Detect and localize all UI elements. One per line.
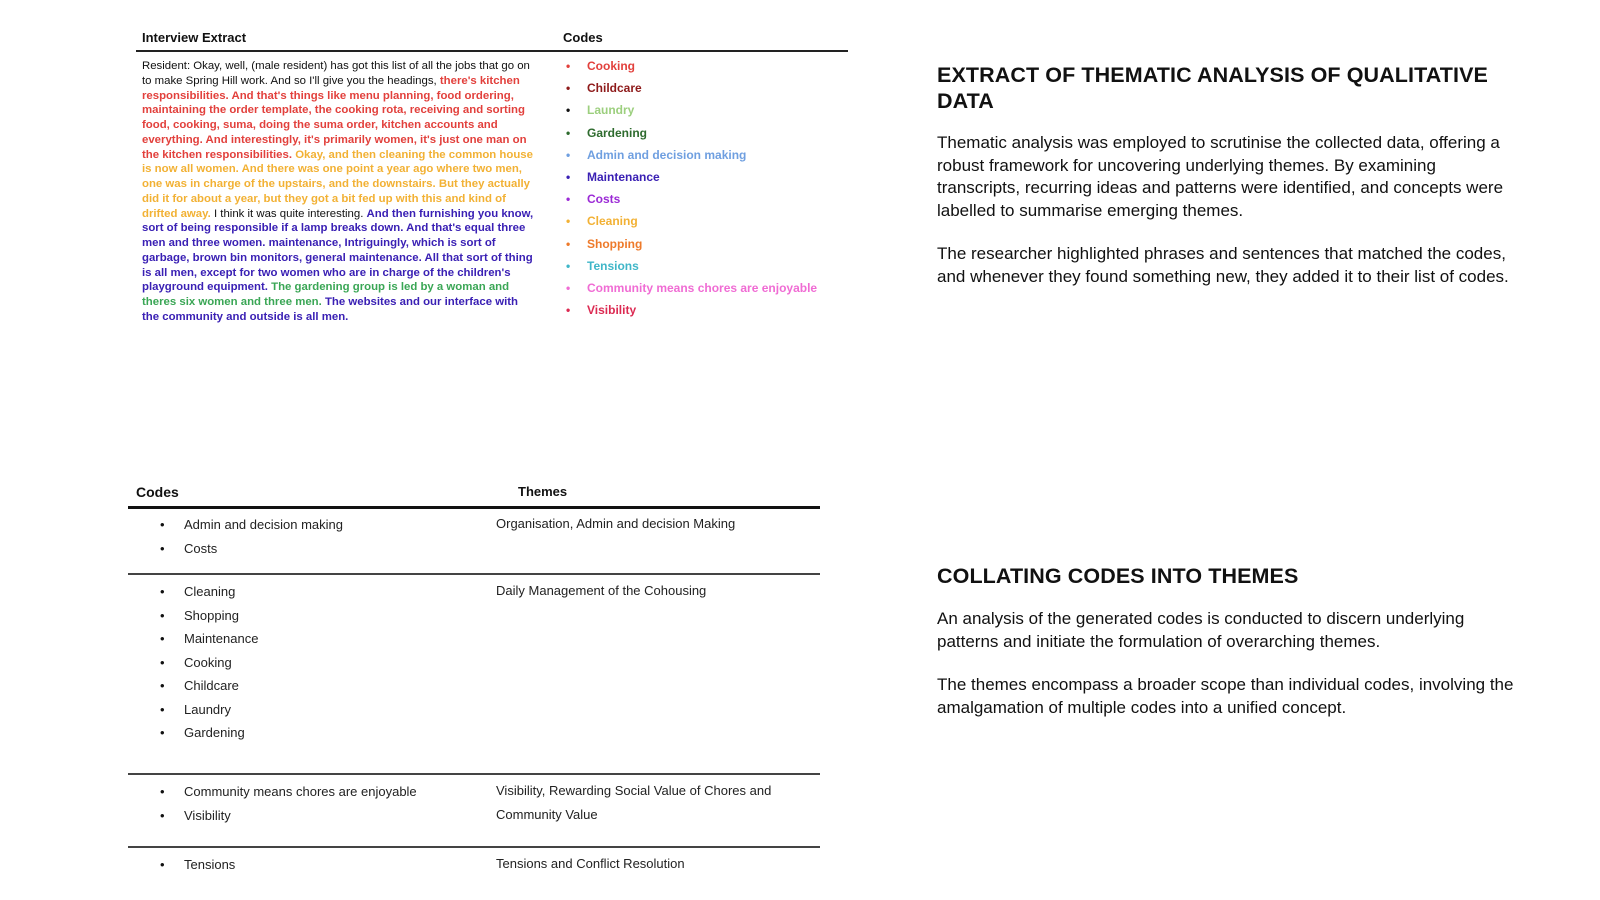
- extract-segment: The gardening group is led by a woman and theres six women and three men.: [142, 281, 510, 308]
- codes-themes-table: [128, 476, 820, 888]
- row-code-item: • Shopping: [160, 607, 258, 631]
- section-paragraph: The themes encompass a broader scope than individual codes, involving the amalgamation of multiple codes into a unified concept.: [937, 675, 1514, 717]
- code-label: Tensions: [587, 258, 639, 273]
- row-code-item: • Cooking: [160, 654, 258, 678]
- header-codes: Codes: [563, 30, 603, 45]
- code-item: [563, 59, 817, 81]
- section-title-thematic-analysis: EXTRACT OF THEMATIC ANALYSIS OF QUALITATIVE DATA: [937, 63, 1488, 113]
- row-code-item: • Cleaning: [160, 583, 258, 607]
- bullet-icon: •: [566, 59, 571, 73]
- header-codes-bottom: Codes: [136, 484, 179, 500]
- code-item: [563, 214, 817, 236]
- row-codes-list: [160, 856, 235, 880]
- extract-segment: And then furnishing you know, sort of being responsible if a lamp breaks down. And that's equal three men and three women. maintenance, Intriguingly, which is sort of garbage, brown bin monitors, general maintenance. All that sort of thing is all men, except for two women who are in charge of the children's playground equipment.: [142, 207, 534, 294]
- bullet-icon: •: [566, 169, 571, 184]
- code-label: Costs: [587, 192, 621, 207]
- bullet-icon: •: [566, 125, 571, 140]
- row-code-item: • Tensions: [160, 856, 235, 880]
- row-code-item: • Visibility: [160, 807, 417, 831]
- row-code-item: • Community means chores are enjoyable: [160, 783, 417, 807]
- bullet-icon: •: [566, 214, 571, 229]
- header-interview-extract: Interview Extract: [142, 30, 247, 45]
- code-item: [563, 103, 817, 125]
- row-theme: Organisation, Admin and decision Making: [496, 516, 736, 531]
- code-item: [563, 281, 817, 303]
- bullet-icon: •: [566, 258, 571, 273]
- code-item: [563, 81, 817, 103]
- extract-segment: The websites and our interface with the community and outside is all men.: [142, 296, 518, 323]
- code-label: Shopping: [587, 236, 643, 251]
- code-item: [563, 192, 817, 214]
- row-code-item: • Laundry: [160, 701, 258, 725]
- section-paragraph: Thematic analysis was employed to scrutinise the collected data, offering a robust framework for uncovering underlying themes. By examining transcripts, recurring ideas and patterns were identified, and concepts were labelled to summarise emerging themes.: [937, 133, 1504, 220]
- bullet-icon: •: [566, 236, 571, 251]
- bullet-icon: •: [566, 192, 571, 207]
- row-codes-list: [160, 583, 258, 748]
- code-item: [563, 259, 817, 281]
- code-label: Cooking: [587, 59, 635, 73]
- interview-extract-text: [142, 59, 534, 325]
- section-title-collating-codes: COLLATING CODES INTO THEMES: [937, 564, 1299, 588]
- section-collating-codes: [937, 563, 1517, 719]
- row-theme: Visibility, Rewarding Social Value of Chores and Community Value: [496, 783, 772, 822]
- row-code-item: • Childcare: [160, 677, 258, 701]
- header-themes: Themes: [518, 484, 568, 499]
- row-codes-list: [160, 516, 343, 563]
- bullet-icon: •: [566, 103, 571, 118]
- bullet-icon: •: [566, 81, 571, 96]
- section-paragraph: The researcher highlighted phrases and sentences that matched the codes, and whenever they found something new, they added it to their list of codes.: [937, 244, 1509, 286]
- code-item: [563, 170, 817, 192]
- codes-list: [563, 59, 817, 325]
- code-label: Laundry: [587, 103, 635, 118]
- code-item: [563, 303, 817, 325]
- section-paragraph: An analysis of the generated codes is conducted to discern underlying patterns and initiate the formulation of overarching themes.: [937, 609, 1465, 651]
- row-code-item: • Costs: [160, 540, 343, 564]
- interview-extract-table: [136, 28, 848, 323]
- extract-segment: there's kitchen responsibilities. And that's things like menu planning, food ordering, maintaining the order template, the cooking rota, receiving and sorting food, cooking, suma, doing the suma order, kitchen accounts and everything. And interestingly, it's primarily women, it's just one man on the kitchen responsibilities.: [142, 74, 527, 161]
- bullet-icon: •: [566, 303, 571, 318]
- code-label: Admin and decision making: [587, 147, 747, 162]
- code-theme-row: [128, 848, 820, 888]
- code-label: Maintenance: [587, 169, 660, 184]
- code-theme-groups: [128, 509, 820, 888]
- extract-segment: I think it was quite interesting.: [213, 207, 367, 220]
- code-item: [563, 126, 817, 148]
- extract-segment: Okay, and then cleaning the common house is now all women. And there was one point a year ago where two men, one was in charge of the upstairs, and the downstairs. But they actually did it for about a year, but they got a bit fed up with this and kind of drifted away.: [142, 148, 533, 220]
- code-item: [563, 148, 817, 170]
- row-theme: Tensions and Conflict Resolution: [496, 856, 685, 871]
- row-code-item: • Admin and decision making: [160, 516, 343, 540]
- code-theme-row: [128, 775, 820, 848]
- code-theme-row: [128, 575, 820, 775]
- bullet-icon: •: [566, 147, 571, 162]
- code-label: Childcare: [587, 81, 642, 96]
- row-theme: Daily Management of the Cohousing: [496, 583, 707, 598]
- code-label: Community means chores are enjoyable: [587, 280, 818, 295]
- bullet-icon: •: [566, 280, 571, 295]
- code-item: [563, 237, 817, 259]
- code-label: Gardening: [587, 125, 648, 140]
- row-code-item: • Gardening: [160, 724, 258, 748]
- code-label: Visibility: [587, 303, 637, 318]
- section-thematic-analysis: [937, 62, 1517, 288]
- extract-segment: Resident: Okay, well, (male resident) has got this list of all the jobs that go on to make Spring Hill work. And so I'll give you the headings,: [142, 60, 530, 87]
- codes-themes-header: [128, 476, 820, 509]
- code-label: Cleaning: [587, 214, 638, 229]
- interview-table-header: [136, 28, 848, 52]
- row-codes-list: [160, 783, 417, 830]
- code-theme-row: [128, 509, 820, 575]
- row-code-item: • Maintenance: [160, 630, 258, 654]
